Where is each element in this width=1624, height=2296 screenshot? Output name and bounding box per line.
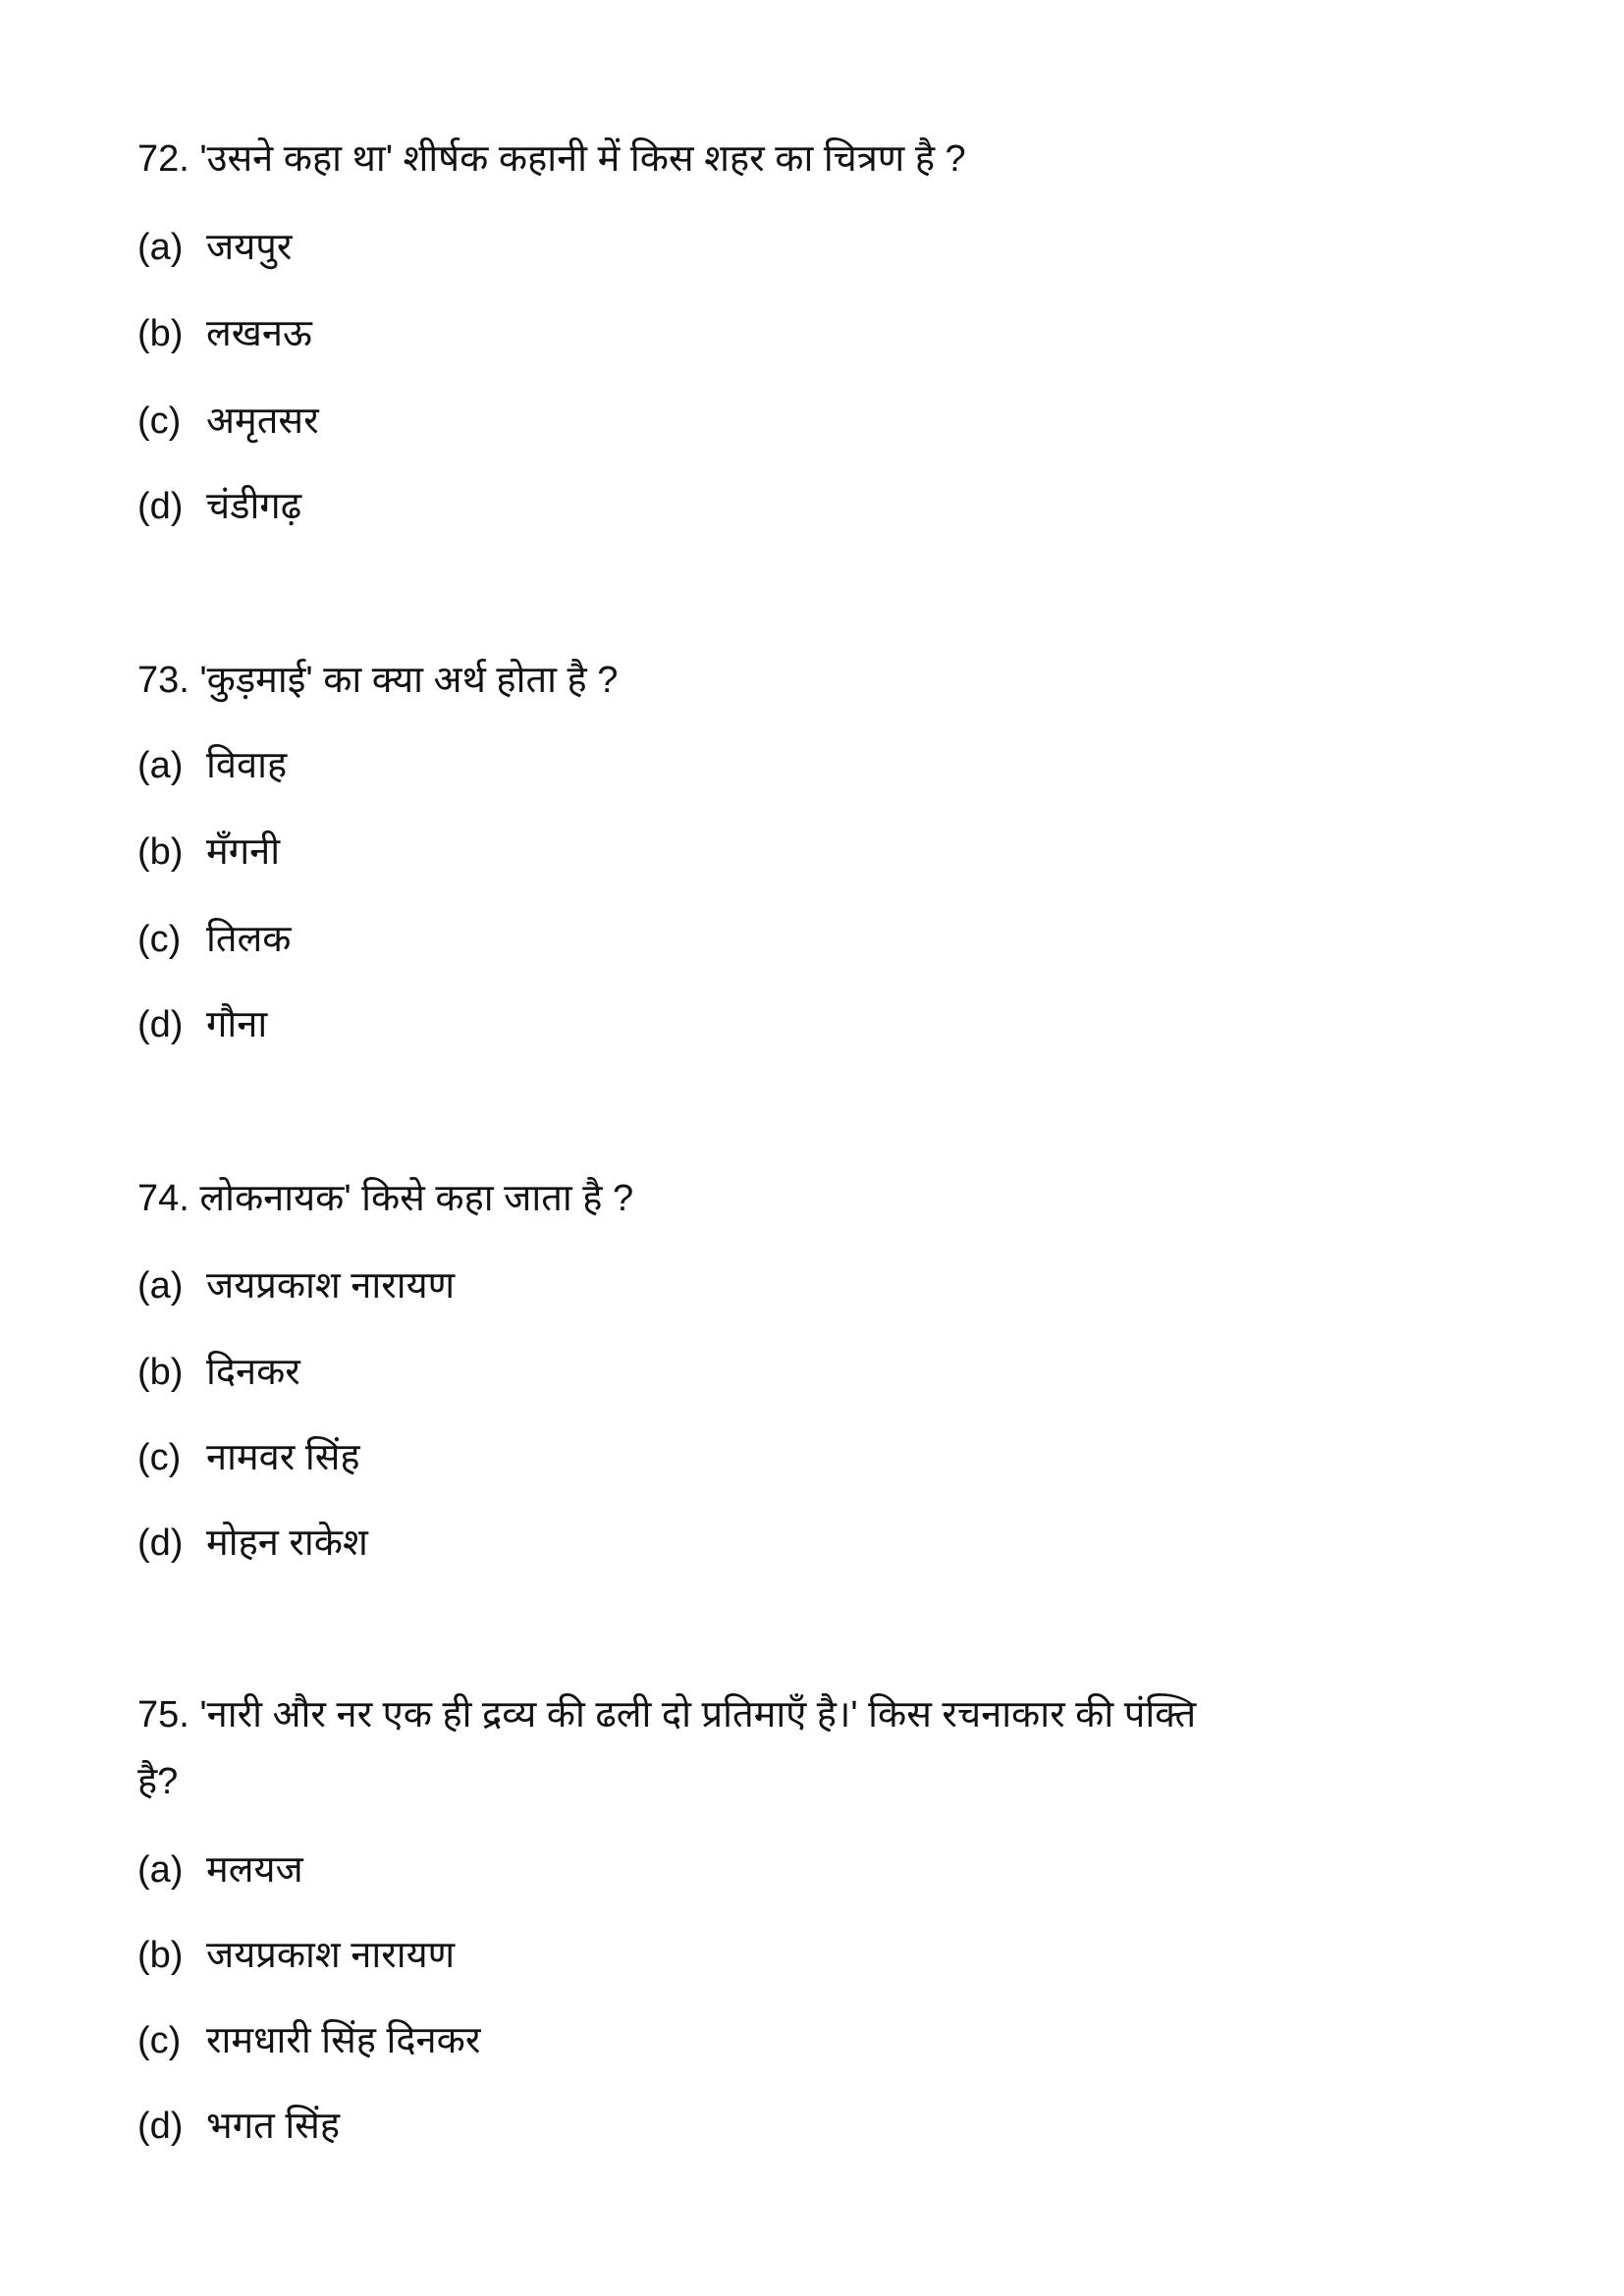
option-text: मलयज [206,1849,303,1891]
option-label: (b) [137,831,184,873]
option-text: भगत सिंह [206,2106,341,2147]
option-text: लखनऊ [206,313,312,354]
option-label: (b) [137,313,184,354]
question-72 [137,135,966,183]
question-number: 72. [137,138,189,180]
question-text-continued: है? [137,1761,179,1802]
option-label: (a) [137,1849,184,1891]
option-text: विवाह [206,745,288,786]
option-b [137,310,312,357]
option-c [137,916,291,963]
option-text: दिनकर [206,1352,300,1393]
question-75 [137,1691,1196,1738]
question-number: 73. [137,660,189,701]
option-label: (b) [137,1352,184,1393]
option-text: जयप्रकाश नारायण [206,1935,456,1976]
option-label: (a) [137,745,184,786]
option-a [137,224,292,271]
question-text: 'उसने कहा था' शीर्षक कहानी में किस शहर का चित्रण है ? [199,138,966,180]
option-text: मोहन राकेश [206,1522,368,1564]
option-a [137,742,287,789]
option-label: (b) [137,1935,184,1976]
option-d [137,1520,368,1567]
option-text: जयपुर [206,227,293,268]
option-b [137,828,280,876]
option-label: (d) [137,1004,184,1045]
option-label: (a) [137,1265,184,1307]
option-text: जयप्रकाश नारायण [206,1265,456,1307]
option-b [137,1349,300,1396]
question-text: 'नारी और नर एक ही द्रव्य की ढली दो प्रतिमाएँ है।' किस रचनाकार की पंक्ति [199,1694,1197,1735]
option-text: मँगनी [206,831,281,873]
option-text: नामवर सिंह [206,1437,360,1478]
question-text: 'कुड़माई' का क्या अर्थ होता है ? [199,660,619,701]
question-74 [137,1175,633,1222]
option-c [137,398,319,445]
option-a [137,1846,303,1894]
option-c [137,2017,480,2064]
option-label: (c) [137,2020,182,2061]
option-text: तिलक [206,919,292,960]
option-label: (c) [137,919,182,960]
option-label: (d) [137,2106,184,2147]
option-label: (d) [137,486,184,527]
option-label: (c) [137,400,182,442]
question-73 [137,657,618,704]
option-text: अमृतसर [206,400,319,442]
option-label: (c) [137,1437,182,1478]
option-c [137,1434,360,1481]
option-b [137,1932,455,1979]
option-a [137,1262,455,1309]
question-text: लोकनायक' किसे कहा जाता है ? [199,1178,634,1219]
option-text: रामधारी सिंह दिनकर [206,2020,481,2061]
option-d [137,2103,340,2150]
question-number: 74. [137,1178,189,1219]
option-text: चंडीगढ़ [206,486,302,527]
option-d [137,1001,267,1048]
option-label: (a) [137,227,184,268]
option-text: गौना [206,1004,268,1045]
question-number: 75. [137,1694,189,1735]
option-d [137,483,301,530]
option-label: (d) [137,1522,184,1564]
